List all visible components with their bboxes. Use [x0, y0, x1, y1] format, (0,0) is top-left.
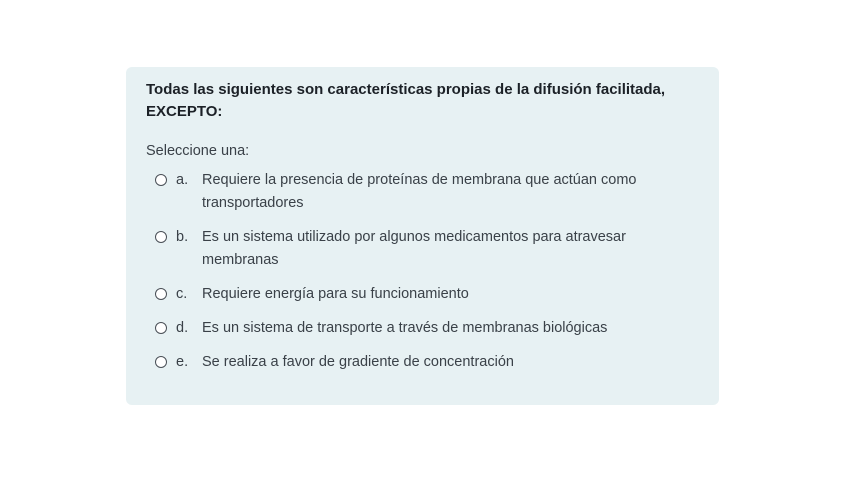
option-letter: b. — [176, 229, 189, 245]
option-label: Es un sistema utilizado por algunos medicamentos para atravesar membranas — [202, 229, 626, 268]
option-letter: d. — [176, 320, 189, 336]
option-letter: e. — [176, 354, 189, 370]
radio-button-icon[interactable] — [155, 288, 167, 300]
radio-button-icon[interactable] — [155, 322, 167, 334]
option-label: Se realiza a favor de gradiente de concentración — [202, 354, 514, 370]
answer-options — [146, 169, 699, 374]
option-label: Requiere la presencia de proteínas de membrana que actúan como transportadores — [202, 172, 637, 211]
select-one-prompt: Seleccione una: — [146, 143, 250, 159]
option-b[interactable] — [146, 226, 699, 272]
option-a[interactable] — [146, 169, 699, 215]
question-text: Todas las siguientes son características propias de la difusión facilitada, EXCEPTO: — [146, 81, 666, 120]
option-d[interactable] — [146, 317, 699, 340]
option-e[interactable] — [146, 351, 699, 374]
option-letter: a. — [176, 172, 189, 188]
radio-button-icon[interactable] — [155, 174, 167, 186]
radio-button-icon[interactable] — [155, 356, 167, 368]
question-card — [126, 67, 719, 405]
option-label: Es un sistema de transporte a través de membranas biológicas — [202, 320, 608, 336]
radio-button-icon[interactable] — [155, 231, 167, 243]
option-label: Requiere energía para su funcionamiento — [202, 286, 469, 302]
option-letter: c. — [176, 286, 188, 302]
option-c[interactable] — [146, 283, 699, 306]
